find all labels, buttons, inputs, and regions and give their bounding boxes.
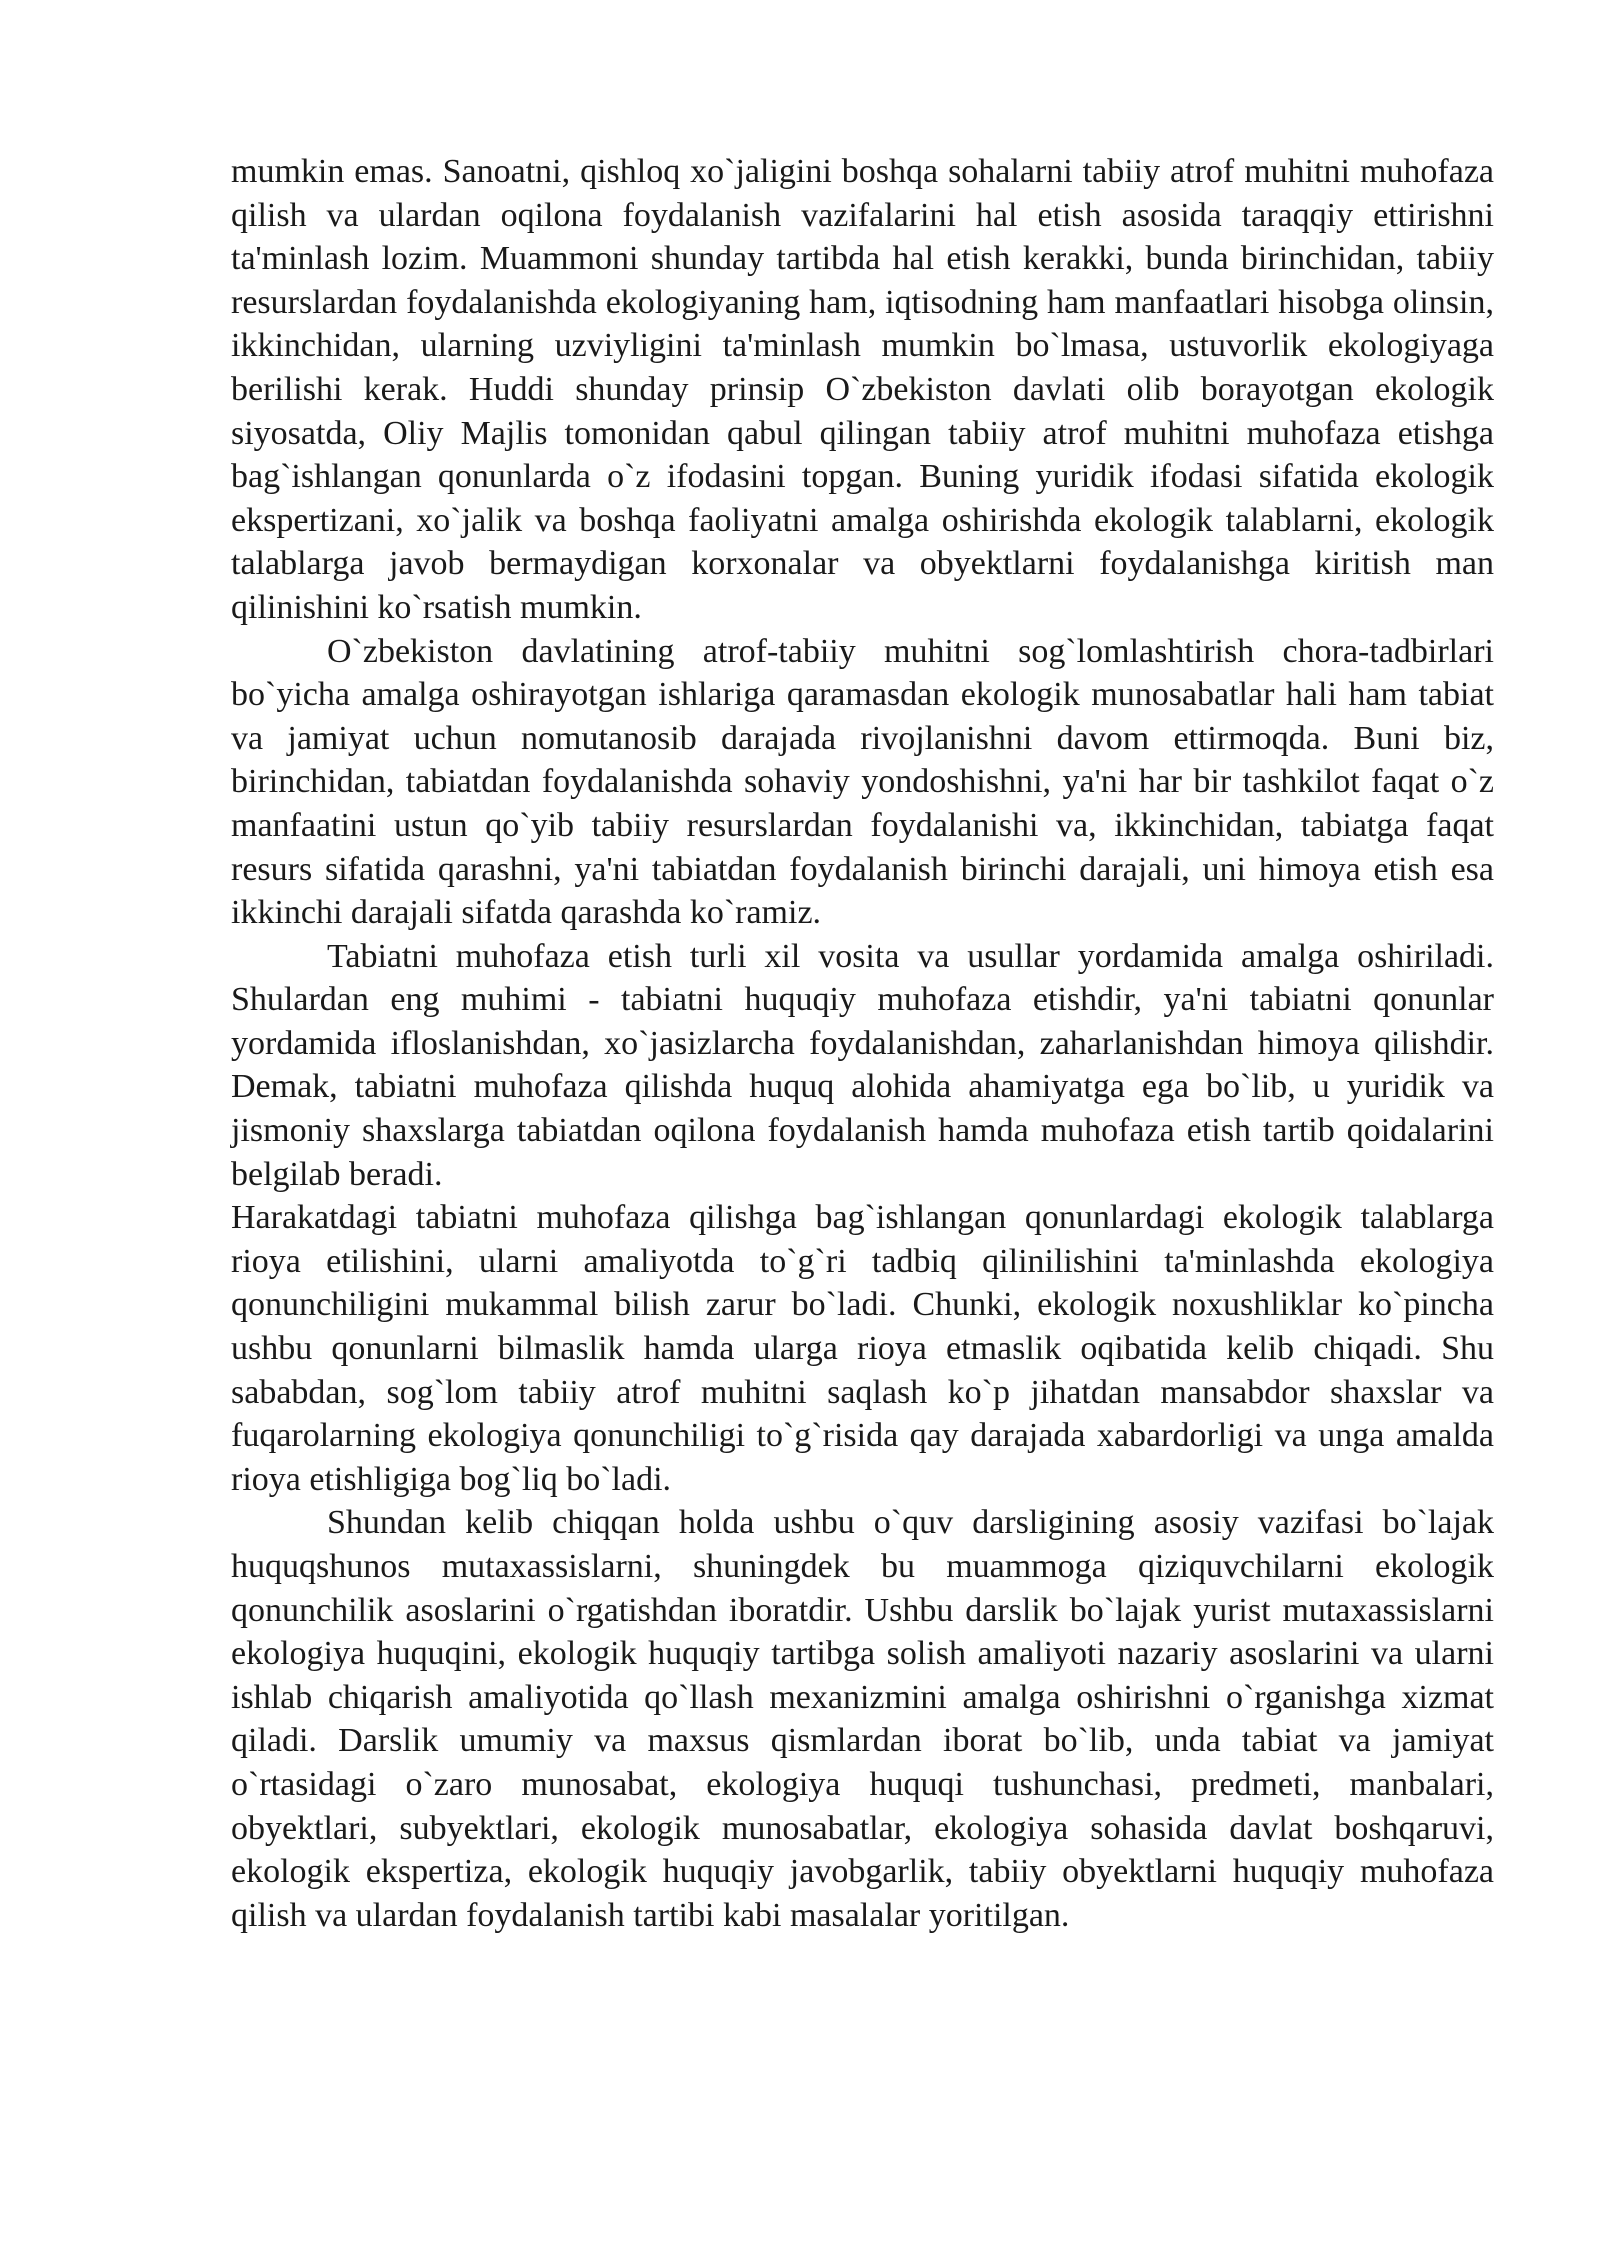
paragraph-uzbekistan-ecology: O`zbekiston davlatining atrof-tabiiy muhitni sog`lomlashtirish chora-tadbirlari bo`yicha amalga oshirayotgan ishlariga qaramasdan ekologik munosabatlar hali ham tabiat va jamiyat uchun nomutanosib darajada rivojlanishni davom ettirmoqda. Buni biz, birinchidan, tabiatdan foydalanishda sohaviy yondoshishni, ya'ni har bir tashkilot faqat o`z manfaatini ustun qo`yib tabiiy resurslardan foydalanishi va, ikkinchidan, tabiatga faqat resurs sifatida qarashni, ya'ni tabiatdan foydalanish birinchi darajali, uni himoya etish esa ikkinchi darajali sifatda qarashda ko`ramiz.: [231, 632, 1494, 932]
paragraph-textbook-purpose: Shundan kelib chiqqan holda ushbu o`quv darsligining asosiy vazifasi bo`lajak huquqshunos mutaxassislarni, shuningdek bu muammoga qiziquvchilarni ekologik qonunchilik asoslarini o`rgatishdan iboratdir. Ushbu darslik bo`lajak yurist mutaxassislarni ekologiya huquqini, ekologik huquqiy tartibga solish amaliyoti nazariy asoslarini va ularni ishlab chiqarish amaliyotida qo`llash mexanizmini amalga oshirishni o`rganishga xizmat qiladi. Darslik umumiy va maxsus qismlardan iborat bo`lib, unda tabiat va jamiyat o`rtasidagi o`zaro munosabat, ekologiya huquqi tushunchasi, predmeti, manbalari, obyektlari, subyektlari, ekologik munosabatlar, ekologiya sohasida davlat boshqaruvi, ekologik ekspertiza, ekologik huquqiy javobgarlik, tabiiy obyektlarni huquqiy muhofaza qilish va ulardan foydalanish tartibi kabi masalalar yoritilgan.: [231, 1504, 1494, 1934]
paragraph-legislation-compliance: Harakatdagi tabiatni muhofaza qilishga bag`ishlangan qonunlardagi ekologik talablarga rioya etilishini, ularni amaliyotda to`g`ri tadbiq qilinilishini ta'minlashda ekologiya qonunchiligini mukammal bilish zarur bo`ladi. Chunki, ekologik noxushliklar ko`pincha ushbu qonunlarni bilmaslik hamda ularga rioya etmaslik oqibatida kelib chiqadi. Shu sababdan, sog`lom tabiiy atrof muhitni saqlash ko`p jihatdan mansabdor shaxslar va fuqarolarning ekologiya qonunchiligi to`g`risida qay darajada xabardorligi va unga amalda rioya etishligiga bog`liq bo`ladi.: [231, 1199, 1494, 1498]
paragraph-nature-protection: Tabiatni muhofaza etish turli xil vosita va usullar yordamida amalga oshiriladi. Shulardan eng muhimi - tabiatni huquqiy muhofaza etishdir, ya'ni tabiatni qonunlar yordamida ifloslanishdan, xo`jasizlarcha foydalanishdan, zaharlanishdan himoya qilishdir. Demak, tabiatni muhofaza qilishda huquq alohida ahamiyatga ega bo`lib, u yuridik va jismoniy shaxslarga tabiatdan oqilona foydalanish hamda muhofaza etish tartib qoidalarini belgilab beradi.: [231, 937, 1494, 1193]
document-body: [231, 150, 1494, 1937]
paragraph-continuation: mumkin emas. Sanoatni, qishloq xo`jaligini boshqa sohalarni tabiiy atrof muhitni muhofaza qilish va ulardan oqilona foydalanish vazifalarini hal etish asosida taraqqiy ettirishni ta'minlash lozim. Muammoni shunday tartibda hal etish kerakki, bunda birinchidan, tabiiy resurslardan foydalanishda ekologiyaning ham, iqtisodning ham manfaatlari hisobga olinsin, ikkinchidan, ularning uzviyligini ta'minlash mumkin bo`lmasa, ustuvorlik ekologiyaga berilishi kerak. Huddi shunday prinsip O`zbekiston davlati olib borayotgan ekologik siyosatda, Oliy Majlis tomonidan qabul qilingan tabiiy atrof muhitni muhofaza etishga bag`ishlangan qonunlarda o`z ifodasini topgan. Buning yuridik ifodasi sifatida ekologik ekspertizani, xo`jalik va boshqa faoliyatni amalga oshirishda ekologik talablarni, ekologik talablarga javob bermaydigan korxonalar va obyektlarni foydalanishga kiritish man qilinishini ko`rsatish mumkin.: [231, 153, 1494, 626]
